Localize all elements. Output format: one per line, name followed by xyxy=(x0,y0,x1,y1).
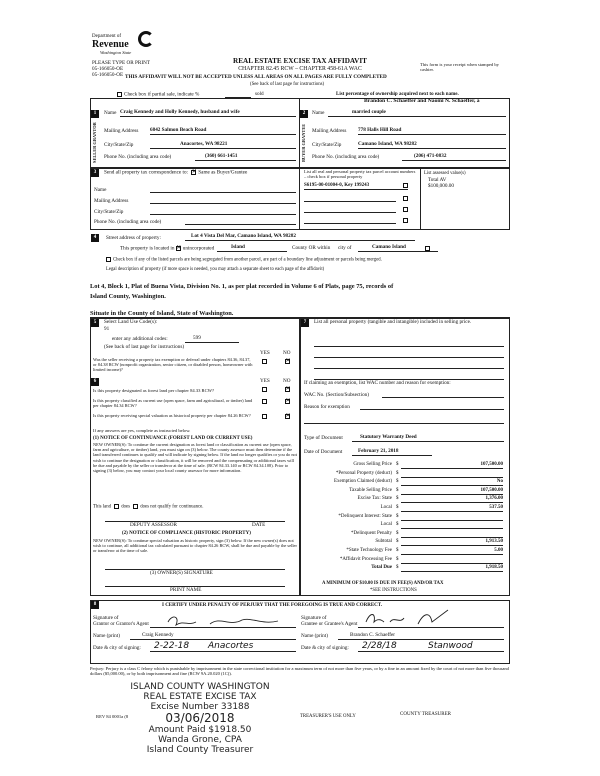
tax-line-label: *Personal Property (deduct) xyxy=(335,470,392,476)
tax-line-row xyxy=(300,462,510,470)
warning-text: THIS AFFIDAVIT WILL NOT BE ACCEPTED UNLESS ALL AREAS ON ALL PAGES ARE FULLY COMPLETED xyxy=(125,74,387,80)
parcel-header: List all real and personal property tax parcel account numbers – check box if personal property xyxy=(304,169,416,180)
tax-line-row xyxy=(300,505,510,513)
doc-type-label: Type of Document xyxy=(304,435,343,441)
tax-line-value[interactable] xyxy=(401,514,503,521)
grantee-sig-label-1: Signature of xyxy=(301,615,327,621)
tax-line-value[interactable]: 1,376.00 xyxy=(401,496,503,503)
does-checkbox[interactable] xyxy=(114,504,119,509)
doc-date-value[interactable]: February 21, 2018 xyxy=(352,449,432,456)
seller-phone-label: Phone No. (including area code) xyxy=(104,154,172,160)
tax-line-row xyxy=(300,548,510,556)
section-8-badge: 8 xyxy=(91,601,99,609)
parcel-number[interactable]: S6195-00-01004-0, Key 199243 xyxy=(304,183,408,190)
parcel-cb-4[interactable] xyxy=(403,218,410,225)
land-label: This land xyxy=(93,504,111,510)
reason-field[interactable] xyxy=(360,404,504,410)
buyer-name-label: Name xyxy=(312,110,325,116)
see-back-note: (See back of last page for instructions) xyxy=(250,82,325,87)
exempt-yes-checkbox[interactable] xyxy=(262,359,269,366)
tax-line-label: Total Due xyxy=(371,565,392,571)
city-value[interactable]: Camano Island xyxy=(358,245,438,252)
historic-yes-checkbox[interactable] xyxy=(262,414,269,421)
parcel-line-4[interactable] xyxy=(304,218,396,224)
grantee-name-label: Name (print) xyxy=(301,633,328,639)
grantee-signature[interactable] xyxy=(358,614,504,628)
parcel-cb-3[interactable] xyxy=(403,207,410,214)
land-qualify-row xyxy=(93,504,203,510)
seller-mailing-value[interactable]: 6842 Salmon Beach Road xyxy=(150,128,296,135)
reason-field-2[interactable] xyxy=(304,418,504,424)
segregated-row xyxy=(106,257,382,263)
tax-line-label: Gross Selling Price xyxy=(353,462,392,467)
wac-field[interactable] xyxy=(382,392,504,398)
section-3-badge: 3 xyxy=(91,169,99,177)
unincorporated-label: unincorporated xyxy=(182,245,215,252)
legal-line-1: Lot 4, Block 1, Plat of Buena Vista, Division No. 1, as per plat recorded in Volume 6 of Plats, page 75, records of xyxy=(90,283,394,290)
grantor-signature[interactable] xyxy=(150,614,296,628)
grantee-sig-label-2: Grantee or Grantee's Agent xyxy=(301,621,358,627)
form-number-2: 05-166050-OE xyxy=(92,72,124,78)
buyer-city-value[interactable]: Camano Island, WA 98282 xyxy=(358,142,506,149)
located-row xyxy=(120,246,500,253)
reason-label: Reason for exemption xyxy=(304,404,350,410)
additional-codes-label: enter any additional codes: xyxy=(112,336,168,342)
corr-phone-field[interactable] xyxy=(185,219,296,225)
seller-city-value[interactable]: Anacortes, WA 98221 xyxy=(150,142,296,149)
logo-text-state: Washington State xyxy=(100,50,132,55)
situate-line: Situate in the County of Island, State of Washington. xyxy=(90,310,510,318)
doc-type-value[interactable]: Statutory Warranty Deed xyxy=(352,435,504,442)
grantor-signature-scribble xyxy=(150,614,296,628)
receipt-note: This form is your receipt when stamped by cashier. xyxy=(420,62,499,73)
noc2-title: (2) NOTICE OF COMPLIANCE (HISTORIC PROPERTY) xyxy=(122,531,251,536)
form-chapter: CHAPTER 82.45 RCW – CHAPTER 458-61A WAC xyxy=(238,66,362,72)
seller-side-label: SELLER GRANTOR xyxy=(92,122,97,164)
exemption-label: If claiming an exemption, list WAC number and reason for exemption: xyxy=(304,380,451,386)
tax-line-currency: $ xyxy=(396,513,399,519)
section-5-badge: 5 xyxy=(91,319,99,327)
wac-label: WAC No. (Section/Subsection) xyxy=(304,392,369,398)
current-use-yes-checkbox[interactable] xyxy=(262,399,269,406)
yes-header-5: YES xyxy=(260,350,270,356)
minimum-note: A MINIMUM OF $10.00 IS DUE IN FEE(S) AND/OR TAX xyxy=(322,581,444,586)
buyer-mailing-value[interactable]: 778 Halls Hill Road xyxy=(358,128,506,135)
street-value[interactable]: Lot 4 Vista Del Mar, Camano Island, WA 98282 xyxy=(185,234,415,241)
current-use-no-checkbox[interactable] xyxy=(285,399,292,406)
does-not-label: does not qualify for continuance. xyxy=(140,504,204,510)
corr-name-label: Name xyxy=(94,187,107,193)
tax-line-value[interactable]: 107,500.00 xyxy=(401,488,503,495)
current-use-question: Is this property classified as current use (open space, farm and agricultural, or timber) land per chapter 84.34 RCW? xyxy=(93,398,253,409)
tax-line-label: Excise Tax: State xyxy=(357,496,392,502)
tax-line-row xyxy=(300,565,510,573)
parties-divider xyxy=(299,98,300,168)
no-header-6: NO xyxy=(283,378,291,384)
parcel-line-3[interactable] xyxy=(304,207,396,213)
form-number-1: 05-166050-OE xyxy=(92,66,124,72)
tax-line-value[interactable]: No xyxy=(401,479,503,486)
tax-line-currency: $ xyxy=(396,530,399,536)
section-7-badge: 7 xyxy=(301,319,309,327)
tax-line-currency: $ xyxy=(396,496,399,502)
partial-sale-suffix: sold xyxy=(255,91,264,97)
stamp-line-date: 03/06/2018 xyxy=(165,711,235,725)
county-treasurer-label: COUNTY TREASURER xyxy=(400,712,451,717)
land-use-see-back: (See back of last page for instructions) xyxy=(104,344,185,350)
stamp-line-county: ISLAND COUNTY WASHINGTON xyxy=(130,682,270,692)
tax-line-value[interactable] xyxy=(401,557,503,564)
unincorporated-checkbox[interactable] xyxy=(176,246,181,251)
deputy-date-label: DATE xyxy=(252,522,266,528)
treasurer-use-only: TREASURER'S USE ONLY xyxy=(300,714,356,719)
tax-line-row xyxy=(300,514,510,522)
street-label: Street address of property: xyxy=(106,235,161,241)
personal-line-2[interactable] xyxy=(314,352,504,358)
if-yes-note: If any answers are yes, complete as instructed below. xyxy=(93,428,191,433)
county-value[interactable]: Island xyxy=(217,245,287,252)
print-note: PLEASE TYPE OR PRINT xyxy=(92,60,150,66)
corr-city-field[interactable] xyxy=(150,209,296,215)
tax-line-currency: $ xyxy=(396,462,399,467)
corr-name-field[interactable] xyxy=(150,187,296,193)
personal-property-label: List all personal property (tangible and intangible) included in selling price. xyxy=(314,319,472,325)
tax-line-value[interactable] xyxy=(401,471,503,478)
perjury-note: Perjury: Perjury is a class C felony which is punishable by imprisonment in the state correctional institution for a maximum term of not more than five years, or by a fine in an amount fixed by the court of not more than five thousand dollars ($5,000.00), or by both imprisonment and fine (RCW 9A.20.020 (1C)). xyxy=(90,666,509,677)
same-as-buyer-checkbox[interactable] xyxy=(191,170,196,175)
tax-line-label: *State Technology Fee xyxy=(346,548,392,553)
exempt-question: Was the seller receiving a property tax exemption or deferral under chapters 84.36, 84.37, or 84.38 RCW (nonprofit organization, senior citizen, or disabled person, homeowner with limited income)? xyxy=(93,357,253,373)
parcel-cb-2[interactable] xyxy=(403,196,410,203)
buyer-phone-label: Phone No. (including area code) xyxy=(312,154,380,160)
correspondence-row xyxy=(104,170,247,177)
forest-yes-checkbox[interactable] xyxy=(262,387,269,394)
land-use-label: Select Land Use Code(s): xyxy=(104,319,158,325)
tax-line-value[interactable]: 1,918.50 xyxy=(401,565,503,572)
tax-line-label: *Delinquent Penalty xyxy=(351,530,392,536)
additional-codes-value[interactable]: 599 xyxy=(185,336,239,343)
stamp-line-title: Island County Treasurer xyxy=(146,745,254,755)
stamp-line-tax: REAL ESTATE EXCISE TAX xyxy=(143,692,257,702)
tax-line-value[interactable] xyxy=(401,522,503,529)
tax-line-currency: $ xyxy=(396,487,399,493)
buyer-side-label: BUYER GRANTEE xyxy=(301,123,306,163)
section-1-badge: 1 xyxy=(91,110,99,118)
city-label: city of xyxy=(338,245,352,251)
tax-line-currency: $ xyxy=(396,548,399,553)
see-instructions: *SEE INSTRUCTIONS xyxy=(370,588,417,593)
personal-line-3[interactable] xyxy=(314,363,504,369)
personal-line-1[interactable] xyxy=(314,341,504,347)
stamp-line-excise: Excise Number 33188 xyxy=(150,702,250,712)
grantor-signing-date: 2-22-18 xyxy=(154,641,190,651)
logo-text-department: Department of xyxy=(92,34,122,39)
tax-line-label: Taxable Selling Price xyxy=(349,487,392,493)
corr-mailing-label: Mailing Address xyxy=(94,198,129,204)
county-label: County OR within xyxy=(292,245,331,251)
form-title: REAL ESTATE EXCISE TAX AFFIDAVIT xyxy=(233,57,367,65)
ownership-note: List percentage of ownership acquired next to each name. xyxy=(336,92,459,97)
grantor-date-city[interactable] xyxy=(150,641,296,652)
tax-line-row xyxy=(300,557,510,565)
grantor-sig-label-2: Grantor or Grantor's Agent xyxy=(93,621,149,627)
partial-sale-checkbox[interactable] xyxy=(117,92,122,97)
seller-mailing-label: Mailing Address xyxy=(104,128,139,134)
buyer-city-label: City/State/Zip xyxy=(312,142,342,148)
tax-line-row xyxy=(300,531,510,539)
certify-text: I CERTIFY UNDER PENALTY OF PERJURY THAT THE FOREGOING IS TRUE AND CORRECT. xyxy=(162,603,383,608)
forest-no-checkbox[interactable] xyxy=(285,387,292,394)
section-6-badge: 6 xyxy=(91,378,99,386)
grantor-name-value[interactable]: Craig Kennedy xyxy=(130,633,296,640)
correspondence-divider xyxy=(299,168,300,230)
seller-phone-value[interactable]: (360) 661-1451 xyxy=(195,154,296,161)
tax-line-row xyxy=(300,496,510,504)
buyer-name-line2[interactable]: married couple xyxy=(328,110,506,117)
corr-phone-label: Phone No. (including area code) xyxy=(94,219,162,225)
tax-line-currency: $ xyxy=(396,556,399,562)
doc-date-label: Date of Document xyxy=(304,449,343,455)
dor-logo xyxy=(92,30,162,64)
located-label: This property is located in xyxy=(120,245,175,252)
tax-line-currency: $ xyxy=(396,522,399,528)
tax-line-currency: $ xyxy=(396,479,399,485)
does-label: does xyxy=(121,504,130,510)
section-4-badge: 4 xyxy=(91,234,99,242)
tax-line-currency: $ xyxy=(396,539,399,545)
logo-swoosh-icon xyxy=(138,31,154,47)
yes-header-6: YES xyxy=(260,378,270,384)
assessed-header: List assessed value(s) xyxy=(424,171,466,176)
tax-line-label: Local xyxy=(380,505,392,510)
grantor-signing-city: Anacortes xyxy=(208,641,254,651)
seller-name-label: Name xyxy=(104,110,117,116)
corr-city-label: City/State/Zip xyxy=(94,209,124,215)
grantor-date-label: Date & city of signing: xyxy=(93,645,141,651)
legal-line-2: Island County, Washington. xyxy=(90,293,166,300)
tax-line-currency: $ xyxy=(396,505,399,510)
noc-title: (1) NOTICE OF CONTINUANCE (FOREST LAND OR CURRENT USE) xyxy=(93,436,253,441)
print-name-label: PRINT NAME xyxy=(170,587,202,593)
assessed-divider xyxy=(420,168,421,230)
seller-name-value[interactable]: Craig Kennedy and Holly Kennedy, husband and wife xyxy=(120,110,296,117)
noc2-text: NEW OWNER(S): To continue special valuation as historic property, sign (3) below. If the new owner(s) does not wish to continue, all additional tax calculated pursuant to chapter 84.26 RCW, shall be due and payable by the seller or transferor at the time of sale. xyxy=(93,538,297,554)
grantee-date-label: Date & city of signing: xyxy=(301,645,349,651)
rev-number: REV 84 0001a (8 xyxy=(96,714,129,719)
tax-line-currency: $ xyxy=(396,565,399,571)
buyer-mailing-label: Mailing Address xyxy=(312,128,347,134)
tax-line-label: Subtotal xyxy=(375,539,392,545)
parcel-cb-1[interactable] xyxy=(403,183,410,190)
same-as-buyer-label: Same as Buyer/Grantee xyxy=(198,169,248,176)
correspondence-label: Send all property tax correspondence to: xyxy=(104,169,188,176)
tax-line-value[interactable] xyxy=(401,531,503,538)
grantee-signature-scribble xyxy=(358,608,504,628)
exempt-no-checkbox[interactable] xyxy=(285,359,292,366)
total-av-value: $100,000.00 xyxy=(428,183,454,189)
tax-line-label: *Affidavit Processing Fee xyxy=(339,556,392,562)
buyer-phone-value[interactable]: (206) 471-0832 xyxy=(402,154,506,161)
forest-question: Is this property designated as forest land per chapter 84.33 RCW? xyxy=(93,388,215,393)
tax-line-row xyxy=(300,488,510,496)
stamp-line-name: Wanda Grone, CPA xyxy=(158,735,242,745)
tax-line-value[interactable]: 537.50 xyxy=(401,505,503,512)
tax-line-value[interactable]: 1,913.50 xyxy=(401,539,503,546)
stamp-line-amount: Amount Paid $1918.50 xyxy=(148,725,252,735)
logo-text-revenue: Revenue xyxy=(92,39,129,50)
historic-no-checkbox[interactable] xyxy=(285,414,292,421)
land-use-code[interactable]: 91 xyxy=(104,326,110,332)
tax-line-row xyxy=(300,522,510,530)
grantor-name-label: Name (print) xyxy=(93,633,120,639)
deputy-assessor-label: DEPUTY ASSESSOR xyxy=(130,522,177,528)
tax-line-row xyxy=(300,471,510,479)
does-not-checkbox[interactable] xyxy=(133,504,138,509)
seller-city-label: City/State/Zip xyxy=(104,142,134,148)
parcel-line-2[interactable] xyxy=(304,196,396,202)
owner-signature-label: (3) OWNER(S) SIGNATURE xyxy=(150,570,213,576)
grantee-signing-city: Stanwood xyxy=(428,641,473,651)
tax-line-value[interactable]: 107,500.00 xyxy=(401,462,503,469)
tax-line-currency: $ xyxy=(396,470,399,476)
buyer-name-line1[interactable]: Brandon C. Schaeffer and Naomi N. Schaeffer, a xyxy=(364,98,480,104)
tax-line-row xyxy=(300,539,510,547)
tax-line-label: Exemption Claimed (deduct) xyxy=(333,479,392,485)
partial-sale-label: Check box if partial sale, indicate % xyxy=(124,91,200,98)
grantor-sig-label-1: Signature of xyxy=(93,615,119,621)
grantee-signing-date: 2/28/18 xyxy=(362,641,397,651)
tax-line-row xyxy=(300,479,510,487)
noc-text: NEW OWNER(S): To continue the current designation as forest land or classification as current use (open space, farm and agriculture, or timber) land, you must sign on (3) below. The county assessor must then determine if the land transferred continues to qualify and will indicate by signing below. If the land no longer qualifies or you do not wish to continue the designation or classification, it will be removed and the compensating or additional taxes will be due and payable by the seller or transferor at the time of sale. (RCW 84.33.140 or RCW 84.34.108). Prior to signing (3) below, you may contact your local county assessor for more information. xyxy=(93,442,297,473)
grantee-name-value[interactable]: Brandon C. Schaeffer xyxy=(338,633,504,640)
total-av-label: Total AV xyxy=(428,177,447,183)
segregated-checkbox[interactable] xyxy=(106,257,111,262)
corr-mailing-field[interactable] xyxy=(150,198,296,204)
historic-question: Is this property receiving special valuation as historical property per chapter 84.26 RCW? xyxy=(93,413,251,418)
section-2-badge: 2 xyxy=(300,110,308,118)
grantee-date-city[interactable] xyxy=(358,641,504,652)
tax-line-label: Local xyxy=(380,522,392,528)
no-header-5: NO xyxy=(283,350,291,356)
segregated-note: Check box if any of the listed parcels are being segregated from another parcel, are part of a boundary line adjustment or parcels being merged. xyxy=(113,257,382,263)
treasurer-stamp xyxy=(110,682,290,755)
legal-label: Legal description of property (if more space is needed, you may attach a separate sheet to each page of the affidavit) xyxy=(106,267,325,272)
tax-line-label: *Delinquent Interest: State xyxy=(338,513,392,519)
tax-line-value[interactable]: 5.00 xyxy=(401,548,503,555)
